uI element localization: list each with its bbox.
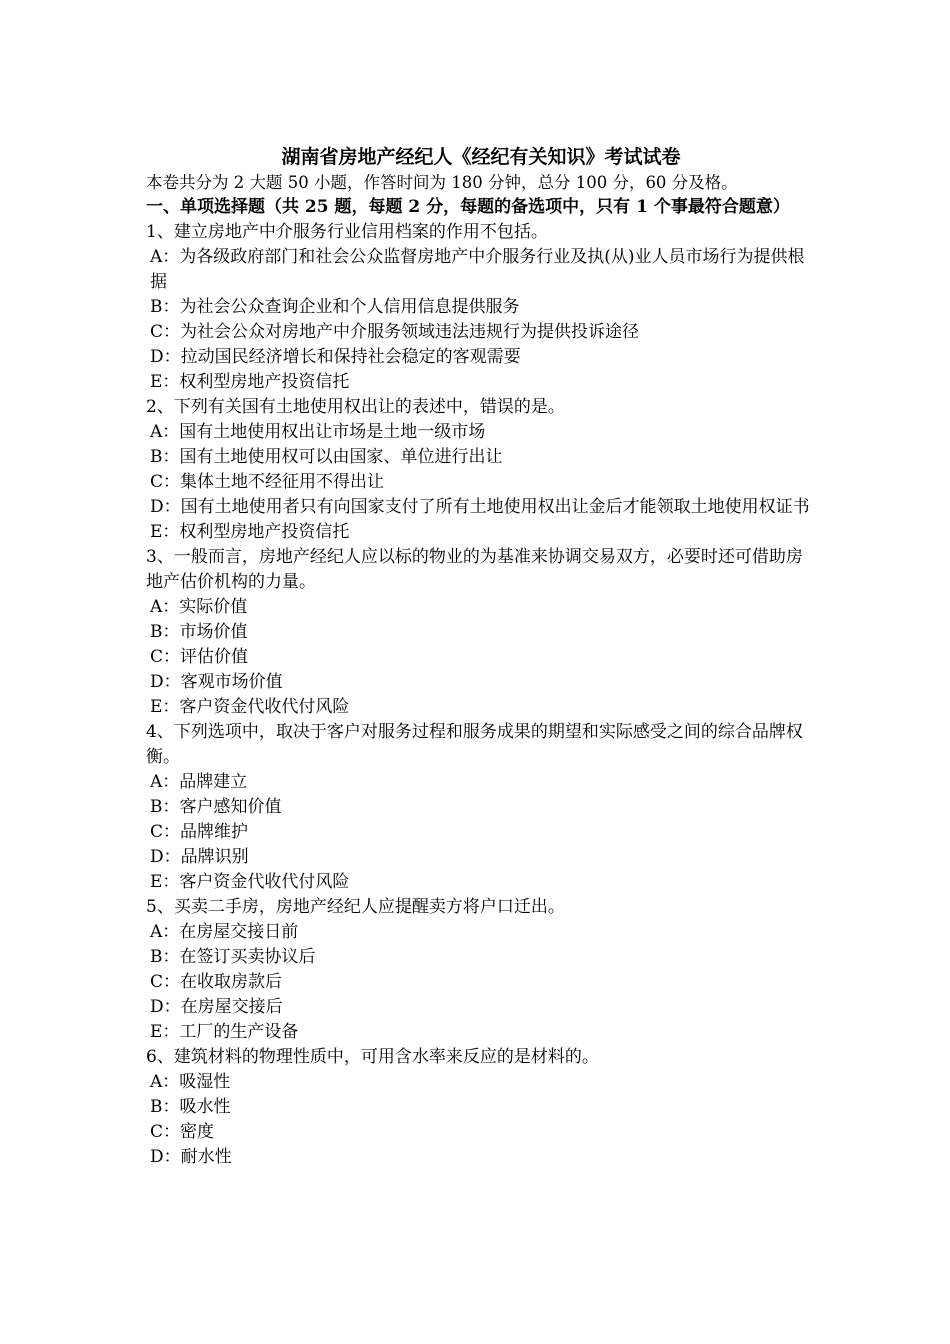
option-letter: A：: [150, 597, 180, 617]
option-text: 在签订买卖协议后: [179, 947, 316, 967]
option-letter: A：: [150, 772, 180, 792]
option-text: 密度: [180, 1122, 215, 1142]
option-item: [146, 345, 810, 370]
exam-intro: 本卷共分为 2 大题 50 小题，作答时间为 180 分钟，总分 100 分，60 分及格。: [146, 173, 738, 192]
option-item: [146, 495, 810, 520]
option-letter: C：: [150, 472, 181, 492]
option-item: [146, 695, 810, 720]
question-stem: 6、建筑材料的物理性质中，可用含水率来反应的是材料的。: [146, 1047, 599, 1067]
option-letter: A：: [150, 922, 180, 942]
option-item: [146, 670, 810, 695]
exam-title: 湖南省房地产经纪人《经纪有关知识》考试试卷: [281, 146, 681, 168]
option-letter: D：: [150, 847, 181, 867]
option-letter: C：: [150, 322, 181, 342]
option-letter: B：: [150, 947, 180, 967]
option-text: 客观市场价值: [180, 672, 283, 692]
question-3: [146, 545, 810, 720]
option-text: 国有土地使用权出让市场是土地一级市场: [179, 422, 486, 442]
option-text: 客户资金代收代付风险: [179, 872, 350, 892]
option-text: 权利型房地产投资信托: [179, 372, 350, 392]
option-letter: B：: [150, 797, 180, 817]
option-item: [146, 620, 810, 645]
section-heading: 一、单项选择题（共 25 题，每题 2 分，每题的备选项中，只有 1 个事最符合题意）: [146, 197, 790, 217]
option-text: 评估价值: [180, 647, 249, 667]
question-6: [146, 1045, 810, 1170]
option-letter: D：: [150, 347, 181, 367]
option-text: 吸水性: [179, 1097, 231, 1117]
option-text: 为各级政府部门和社会公众监督房地产中介服务行业及执(从)业人员市场行为提供根据: [150, 247, 805, 292]
question-4: [146, 720, 810, 895]
option-letter: D：: [150, 997, 181, 1017]
option-letter: C：: [150, 972, 181, 992]
option-item: [146, 520, 810, 545]
option-item: [146, 445, 810, 470]
option-item: [146, 420, 810, 445]
option-list: [146, 770, 810, 895]
option-letter: C：: [150, 647, 181, 667]
option-text: 国有土地使用权可以由国家、单位进行出让: [179, 447, 503, 467]
exam-page: [146, 143, 810, 1170]
option-item: [146, 795, 810, 820]
question-stem: 4、下列选项中，取决于客户对服务过程和服务成果的期望和实际感受之间的综合品牌权衡。: [146, 722, 803, 767]
option-item: [146, 470, 810, 495]
option-text: 为社会公众对房地产中介服务领域违法违规行为提供投诉途径: [180, 322, 640, 342]
option-text: 品牌识别: [180, 847, 249, 867]
question-list: [146, 220, 810, 1170]
question-5: [146, 895, 810, 1045]
option-letter: A：: [150, 1072, 180, 1092]
option-text: 工厂的生产设备: [179, 1022, 299, 1042]
option-letter: A：: [150, 247, 180, 267]
option-text: 实际价值: [179, 597, 248, 617]
option-text: 客户资金代收代付风险: [179, 697, 350, 717]
option-item: [146, 1095, 810, 1120]
option-item: [146, 320, 810, 345]
question-stem: 2、下列有关国有土地使用权出让的表述中，错误的是。: [146, 397, 565, 417]
option-text: 为社会公众查询企业和个人信用信息提供服务: [179, 297, 520, 317]
option-text: 吸湿性: [179, 1072, 231, 1092]
option-item: [146, 1070, 810, 1095]
option-list: [146, 595, 810, 720]
option-letter: B：: [150, 447, 180, 467]
option-item: [146, 770, 810, 795]
option-text: 品牌建立: [179, 772, 248, 792]
option-item: [146, 245, 810, 295]
option-letter: B：: [150, 622, 180, 642]
option-item: [146, 1020, 810, 1045]
option-letter: E：: [150, 522, 180, 542]
option-item: [146, 945, 810, 970]
option-text: 权利型房地产投资信托: [179, 522, 350, 542]
option-list: [146, 1070, 810, 1170]
option-letter: E：: [150, 372, 180, 392]
option-list: [146, 920, 810, 1045]
option-item: [146, 1145, 810, 1170]
option-letter: D：: [150, 497, 181, 517]
option-letter: E：: [150, 1022, 180, 1042]
option-text: 拉动国民经济增长和保持社会稳定的客观需要: [180, 347, 521, 367]
option-item: [146, 645, 810, 670]
option-item: [146, 845, 810, 870]
option-text: 耐水性: [180, 1147, 232, 1167]
option-text: 品牌维护: [180, 822, 249, 842]
question-stem: 1、建立房地产中介服务行业信用档案的作用不包括。: [146, 222, 548, 242]
option-text: 客户感知价值: [179, 797, 282, 817]
option-letter: D：: [150, 1147, 181, 1167]
option-text: 在房屋交接后: [180, 997, 283, 1017]
option-item: [146, 970, 810, 995]
option-list: [146, 420, 810, 545]
option-text: 在房屋交接日前: [179, 922, 299, 942]
option-text: 市场价值: [179, 622, 248, 642]
option-letter: B：: [150, 297, 180, 317]
question-stem: 3、一般而言，房地产经纪人应以标的物业的为基准来协调交易双方，必要时还可借助房地产估价机构的力量。: [146, 547, 803, 592]
option-item: [146, 870, 810, 895]
option-item: [146, 995, 810, 1020]
option-text: 在收取房款后: [180, 972, 283, 992]
question-1: [146, 220, 810, 395]
option-item: [146, 370, 810, 395]
option-item: [146, 920, 810, 945]
option-letter: E：: [150, 697, 180, 717]
option-list: [146, 245, 810, 395]
option-letter: A：: [150, 422, 180, 442]
question-2: [146, 395, 810, 545]
option-item: [146, 595, 810, 620]
option-letter: C：: [150, 1122, 181, 1142]
option-item: [146, 820, 810, 845]
option-text: 集体土地不经征用不得出让: [180, 472, 385, 492]
option-item: [146, 295, 810, 320]
option-item: [146, 1120, 810, 1145]
option-letter: D：: [150, 672, 181, 692]
option-letter: E：: [150, 872, 180, 892]
option-letter: C：: [150, 822, 181, 842]
option-letter: B：: [150, 1097, 180, 1117]
question-stem: 5、买卖二手房，房地产经纪人应提醒卖方将户口迁出。: [146, 897, 565, 917]
option-text: 国有土地使用者只有向国家支付了所有土地使用权出让金后才能领取土地使用权证书: [180, 497, 810, 517]
